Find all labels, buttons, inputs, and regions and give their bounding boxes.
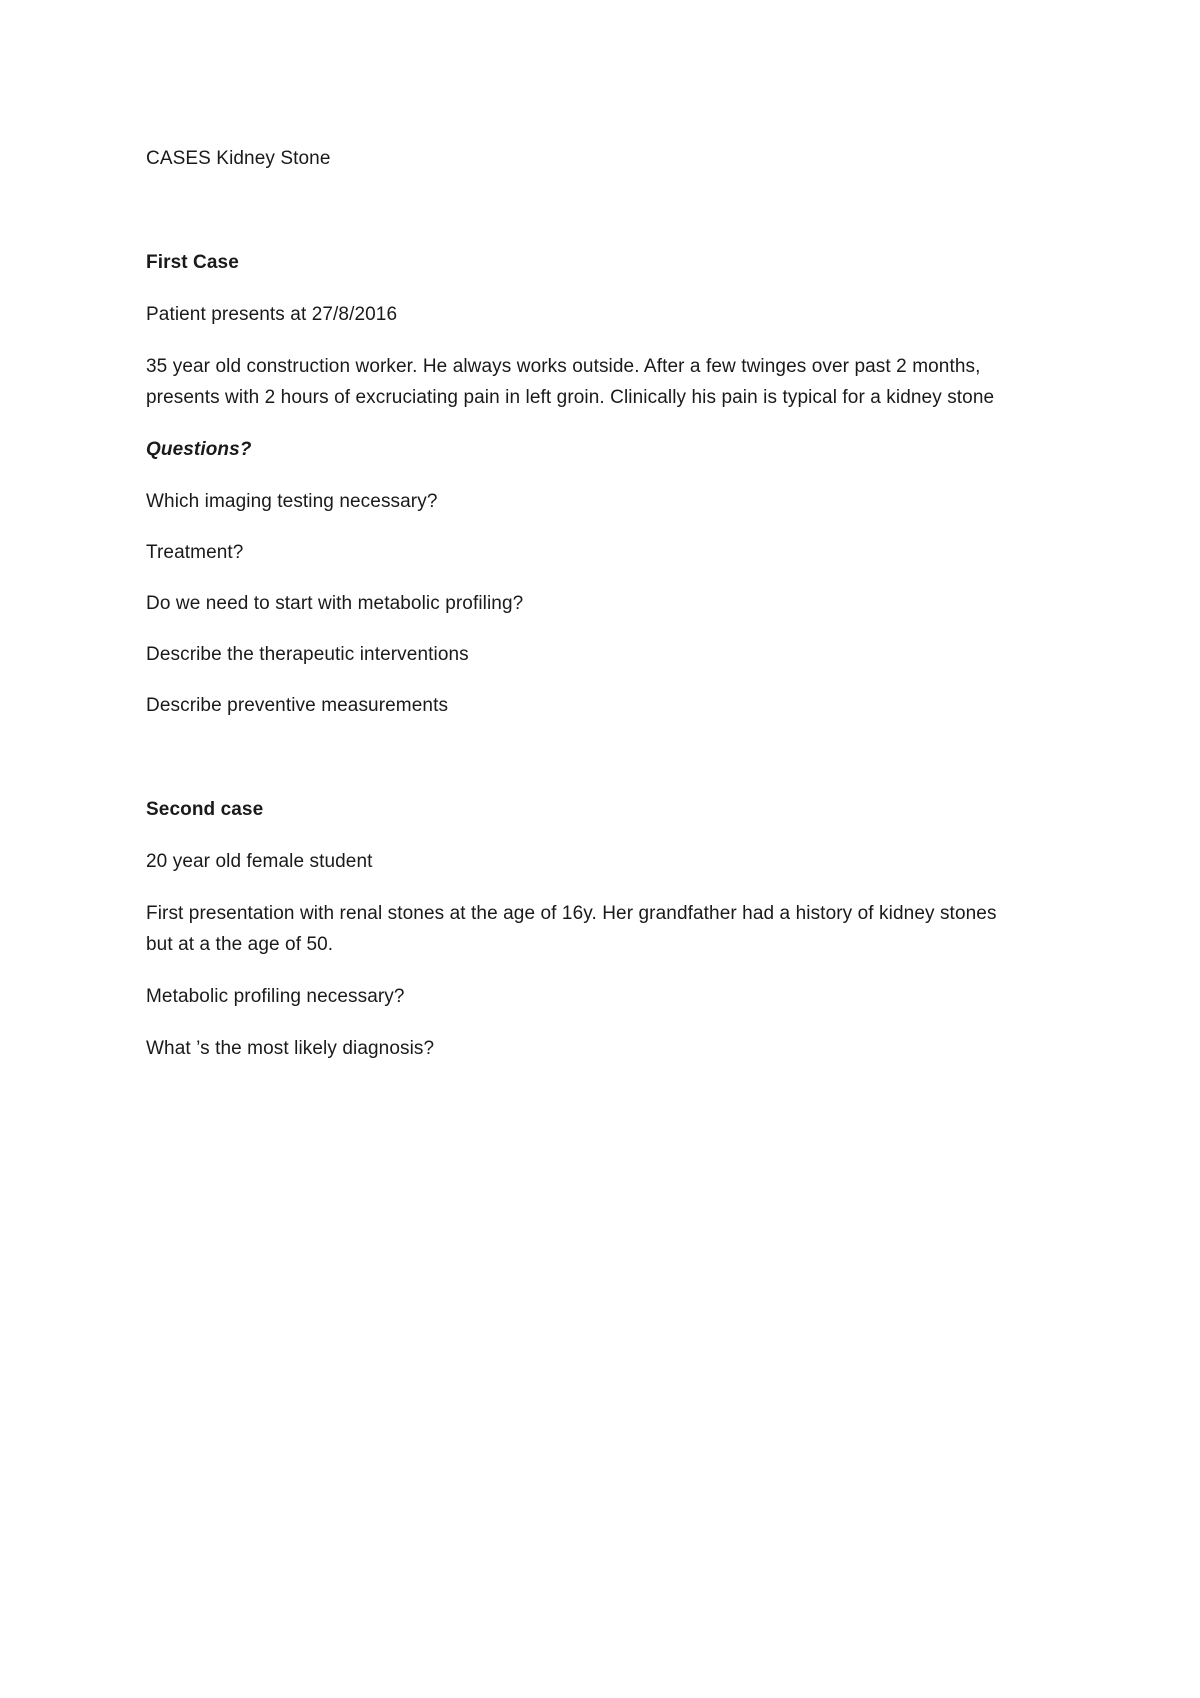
case2-history-line1: First presentation with renal stones at the age of 16y. Her grandfather had a history of kidney stones	[146, 903, 997, 924]
case1-question: Describe preventive measurements	[146, 695, 449, 716]
case1-question: Do we need to start with metabolic profiling?	[146, 593, 524, 614]
case1-history-line1: 35 year old construction worker. He always works outside. After a few twinges over past 2 months,	[146, 356, 981, 377]
case1-question: Describe the therapeutic interventions	[146, 644, 469, 665]
case1-question: Treatment?	[146, 542, 244, 563]
case1-history-line2: presents with 2 hours of excruciating pain in left groin. Clinically his pain is typical for a kidney stone	[146, 387, 995, 408]
case2-history-line2: but at a the age of 50.	[146, 934, 334, 955]
case1-question: Which imaging testing necessary?	[146, 491, 438, 512]
case1-presents: Patient presents at 27/8/2016	[146, 304, 398, 325]
document-title: CASES Kidney Stone	[146, 148, 331, 169]
case2-heading: Second case	[146, 799, 264, 820]
case1-heading: First Case	[146, 252, 239, 273]
case2-question: Metabolic profiling necessary?	[146, 986, 405, 1007]
case1-questions-heading: Questions?	[146, 439, 252, 460]
case2-patient: 20 year old female student	[146, 851, 373, 872]
case2-question: What ’s the most likely diagnosis?	[146, 1038, 435, 1059]
